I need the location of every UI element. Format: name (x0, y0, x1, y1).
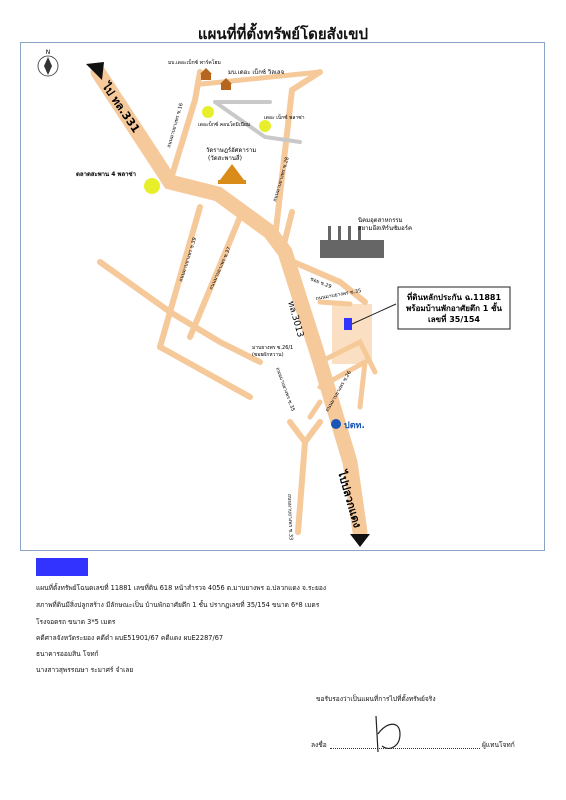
svg-text:มบ.เดอะเบ็กซ์ พาร์คโฮม: มบ.เดอะเบ็กซ์ พาร์คโฮม (168, 60, 221, 66)
signature-label: ลงชื่อ (311, 741, 327, 749)
label-route-331: ไป ทล.331 (99, 80, 143, 136)
callout-line2: พร้อมบ้านพักอาศัยตึก 1 ชั้น (406, 304, 502, 313)
svg-text:ปตท.: ปตท. (344, 421, 365, 431)
landmark-village-north (168, 58, 221, 80)
detail-line3: โรงจอดรถ ขนาด 3*5 เมตร (36, 618, 116, 626)
page-title: แผนที่ที่ตั้งทรัพย์โดยสังเขป (197, 25, 369, 43)
label-soi-east: ถนนมาบยางพร ซ.35 (274, 366, 296, 413)
label-soi-16: ถนนมาบยางพร ซ.16 (166, 102, 185, 149)
label-soi-26: ถนนมาบยางพร ซ.26 (324, 369, 353, 413)
arrow-down-icon (350, 534, 370, 547)
certification-text: ขอรับรองว่าเป็นแผนที่การไปที่ตั้งทรัพย์จริง (316, 695, 436, 703)
property-block[interactable] (332, 304, 372, 364)
svg-text:เดอะ เบ็กซ์ พลาซ่า: เดอะ เบ็กซ์ พลาซ่า (264, 115, 305, 121)
svg-text:มบ.เดอะ เบ็กซ์ วิลเลจ: มบ.เดอะ เบ็กซ์ วิลเลจ (228, 69, 285, 76)
legend-property-swatch (36, 558, 88, 576)
signature-role: ผู้แทนโจทก์ (482, 741, 515, 749)
label-soi-28: ถนนมาบยางพร ซ.28 (272, 156, 291, 203)
road-soi-33-link (305, 422, 320, 442)
signature-mark (370, 712, 410, 756)
landmark-factory (320, 217, 412, 258)
label-route-3013: ทล.3013 (285, 300, 305, 339)
label-soi-37: ถนนมาบยางพร ซ.37 (208, 246, 233, 291)
detail-line1: แผนที่ตั้งทรัพย์โฉนดเลขที่ 11881 เลขที่ดิน 618 หน้าสำรวจ 4056 ต.มาบยางพร อ.ปลวกแดง จ.ระยอง (36, 584, 327, 592)
svg-text:(วัดสะพานสี่): (วัดสะพานสี่) (208, 155, 242, 162)
road-lower-branch (310, 402, 320, 417)
property-callout (352, 287, 510, 329)
detail-line6: นางสาวสุพรรณษา ระมาศร์ จำเลย (36, 666, 134, 674)
compass-icon (38, 49, 58, 76)
svg-text:N: N (45, 49, 51, 56)
road-grid-bottom (160, 347, 250, 397)
label-soi-35: ถนนมาบยางพร ซ.35 (315, 288, 362, 302)
detail-line2: สภาพที่ดินมีสิ่งปลูกสร้าง มีลักษณะเป็น บ้านพักอาศัยตึก 1 ชั้น ปรากฏเลขที่ 35/154 ขนาด 6*8 เมตร (36, 601, 320, 609)
label-soi-26-1: มาบยางพร ซ.26/1 (252, 345, 294, 351)
landmark-market (76, 171, 160, 194)
callout-line3: เลขที่ 35/154 (428, 315, 480, 324)
signature-line (330, 748, 480, 749)
label-soi-33: ถนนมาบยางพร ซ.33 (286, 493, 294, 541)
svg-text:วัดราษฎร์อัศดาราม: วัดราษฎร์อัศดาราม (206, 147, 257, 154)
label-soi-26-1-sub: (ซอยผักหวาน) (252, 352, 284, 358)
svg-text:นิคมอุตสาหกรรม: นิคมอุตสาหกรรม (358, 217, 403, 224)
label-soi-29: ซอย ซ.29 (309, 276, 333, 291)
landmark-plaza (259, 113, 305, 132)
svg-text:สยามอีสเทิร์นซัมอร์ค: สยามอีสเทิร์นซัมอร์ค (358, 225, 412, 232)
road-soi-35 (320, 302, 350, 304)
svg-text:ตลาดสะพาน 4 พลาซ่า: ตลาดสะพาน 4 พลาซ่า (76, 171, 136, 178)
road-soi-28 (275, 72, 320, 238)
callout-line1: ที่ดินหลักประกัน ฉ.11881 (406, 293, 502, 302)
temple-icon (218, 164, 246, 184)
landmark-temple (206, 146, 256, 184)
detail-line5: ธนาคารออมสิน โจทก์ (36, 650, 99, 658)
property-marker (344, 318, 352, 330)
label-to-chaloem: ไปปลวกแดง (335, 469, 364, 530)
svg-text:เดอะบ็กซ์ คอนโดมิเนียม: เดอะบ็กซ์ คอนโดมิเนียม (198, 122, 251, 128)
road-network (98, 72, 375, 532)
detail-line4: คดีศาลจังหวัดระยอง คดีดำ ผบE51901/67 คดีแดง ผบE2287/67 (36, 634, 224, 642)
location-map[interactable] (20, 42, 545, 551)
label-soi-39: ถนนมาบยางพร ซ.39 (178, 236, 199, 283)
